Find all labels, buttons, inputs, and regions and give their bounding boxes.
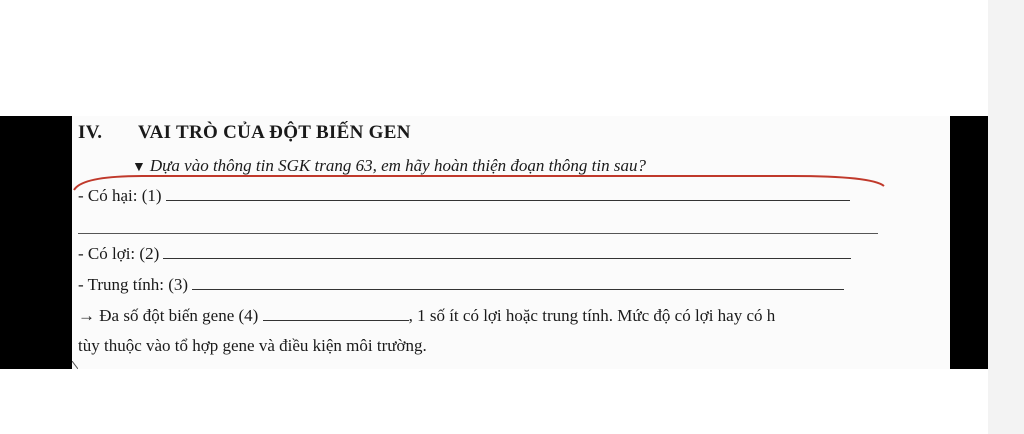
neutral-item [78, 275, 844, 295]
conclusion-line-2 [78, 336, 427, 356]
page-edge [988, 0, 1024, 434]
answer-blank-1[interactable] [166, 199, 850, 201]
conclusion-line2-text: tùy thuộc vào tổ hợp gene và điều kiện môi trường. [78, 336, 427, 355]
section-heading [78, 122, 411, 144]
beneficial-label: - Có lợi: (2) [78, 244, 160, 263]
answer-blank-4[interactable] [263, 319, 409, 321]
triangle-down-icon: ▼ [132, 160, 146, 175]
conclusion-part1: Đa số đột biến gene (4) [99, 306, 259, 325]
answer-blank-2[interactable] [163, 257, 851, 259]
neutral-label: - Trung tính: (3) [78, 275, 189, 294]
harmful-item [78, 186, 850, 206]
right-black-bar [950, 116, 988, 369]
right-arrow-icon: → [78, 306, 95, 325]
section-title: VAI TRÒ CỦA ĐỘT BIẾN GEN [138, 122, 411, 143]
conclusion-line-1 [78, 306, 775, 326]
answer-line-extra[interactable] [78, 233, 878, 234]
beneficial-item [78, 244, 851, 264]
harmful-label: - Có hại: (1) [78, 186, 162, 205]
conclusion-part2: , 1 số ít có lợi hoặc trung tính. Mức độ có lợi hay có h [408, 306, 776, 325]
section-number: IV. [78, 122, 103, 143]
instruction-text: Dựa vào thông tin SGK trang 63, em hãy hoàn thiện đoạn thông tin sau? [149, 156, 646, 175]
worksheet [72, 116, 950, 369]
left-black-bar [0, 116, 72, 369]
answer-blank-3[interactable] [192, 288, 844, 290]
corner-mark [72, 361, 78, 369]
